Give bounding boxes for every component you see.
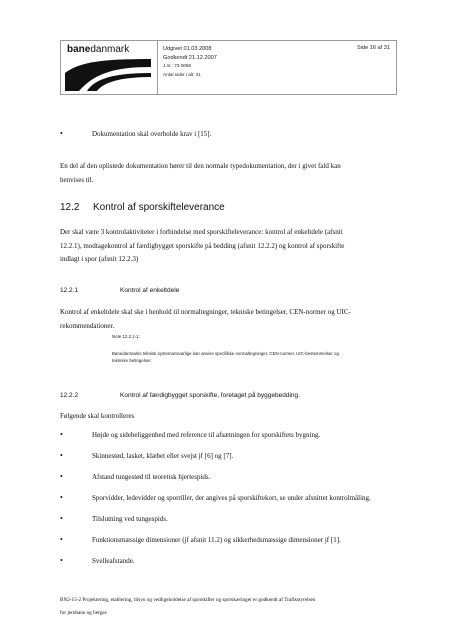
banedanmark-logo-icon bbox=[65, 57, 151, 91]
bullet-icon: • bbox=[60, 472, 63, 481]
bullet-icon: • bbox=[60, 451, 63, 460]
paragraph-line: En del af den oplistede dokumentation hører til den normale typedokumentation, der i givet fald kan bbox=[60, 162, 341, 170]
logo-cell bbox=[61, 41, 158, 94]
subsection-heading bbox=[60, 392, 300, 399]
list-item-text: Højde og sidebeliggenhed med reference til afsætningen for sporskiftets bygning. bbox=[92, 431, 321, 439]
footer-line: BN2-15-2 Projektering, etablering, tilsyn og vedligeholdelse af sporskifter og sporskæringer er godkendt af Trafikstyrelsen bbox=[60, 597, 316, 603]
paragraph-line: Kontrol af enkeltdele skal ske i henhold til normaltegninger, tekniske betingelser, CEN-normer og UIC- bbox=[60, 308, 351, 316]
list-item-text: Svelleafstande. bbox=[92, 557, 135, 565]
bullet-icon: • bbox=[60, 430, 63, 439]
bullet-icon: • bbox=[60, 493, 63, 502]
paragraph-line: Der skal være 3 kontrolaktiviteter i forbindelse med sporskifteleverance: kontrol af enkeltdele (afsnit bbox=[60, 228, 343, 236]
section-paragraph bbox=[60, 226, 400, 267]
intro-paragraph bbox=[60, 160, 400, 187]
subsection-title: Kontrol af færdigbygget sporskifte, foretaget på byggebedding. bbox=[120, 392, 300, 399]
list-item-text: Skinnestød, lasket, klæbet eller svejst jf [6] og [7]. bbox=[92, 452, 234, 460]
page-footer bbox=[60, 594, 400, 620]
list-item-text: Sporvidder, ledevidder og sporriller, der angives på sporskiftekort, se under afsnittet kontrolmåling. bbox=[92, 494, 371, 502]
list-lead: Følgende skal kontrolleres bbox=[60, 412, 135, 420]
subsection-paragraph bbox=[60, 306, 400, 333]
subsection-title: Kontrol af enkeltdele bbox=[120, 287, 180, 294]
subsection-number: 12.2.1 bbox=[60, 287, 79, 294]
bullet-icon: • bbox=[60, 535, 63, 544]
section-number: 12.2 bbox=[60, 202, 80, 213]
issued-date: Udgivet 01.03.2008 bbox=[163, 46, 212, 52]
bullet-icon: • bbox=[60, 556, 63, 565]
note-label: Note 12.2.1-1: bbox=[112, 334, 140, 339]
note-line: tekniske betingelser. bbox=[112, 358, 152, 363]
approved-date: Godkendt 21.12.2007 bbox=[163, 54, 217, 61]
list-item-text: Tilslutning ved tungespids. bbox=[92, 515, 168, 523]
page-header bbox=[60, 40, 397, 95]
note-body bbox=[112, 350, 339, 364]
paragraph-line: indlagt i spor (afsnit 12.2.3) bbox=[60, 255, 139, 263]
subsection-number: 12.2.2 bbox=[60, 392, 79, 399]
section-heading bbox=[60, 202, 225, 213]
subsection-heading bbox=[60, 287, 179, 294]
banedanmark-logo-text: banedanmark bbox=[67, 44, 130, 55]
footer-line: for jernbane og færger. bbox=[60, 610, 108, 616]
paragraph-line: 12.2.1), modtagekontrol af færdigbygget sporskifte på bedding (afsnit 12.2.2) og kontrol af sporskifte bbox=[60, 241, 345, 250]
list-item-text: Dokumentation skal overholde krav i [15]. bbox=[92, 130, 212, 138]
list-item-text: Afstand tungestød til teoretisk hjertespids. bbox=[92, 473, 211, 481]
bullet-icon: • bbox=[60, 514, 63, 523]
section-title: Kontrol af sporskifteleverance bbox=[93, 202, 225, 213]
note-line: Banedanmarks teknisk systemansvarlige kan anvise specifikke normaltegninger, CEN-normer, UIC-bestemmelser og bbox=[112, 351, 339, 356]
paragraph-line: rekommendationer. bbox=[60, 321, 115, 330]
bullet-icon: • bbox=[60, 129, 63, 138]
paragraph-line: henvises til. bbox=[60, 175, 94, 184]
total-pages: Antal sider i alt: 31 bbox=[163, 71, 201, 77]
journal-number: J.nr.: 73-0066 bbox=[163, 63, 192, 68]
page-number: Side 16 af 31 bbox=[357, 45, 390, 51]
header-metadata bbox=[163, 45, 217, 79]
list-item-text: Funktionsmæssige dimensioner (jf afsnit 11.2) og sikkerhedsmæssige dimensioner jf [1]. bbox=[92, 536, 341, 544]
